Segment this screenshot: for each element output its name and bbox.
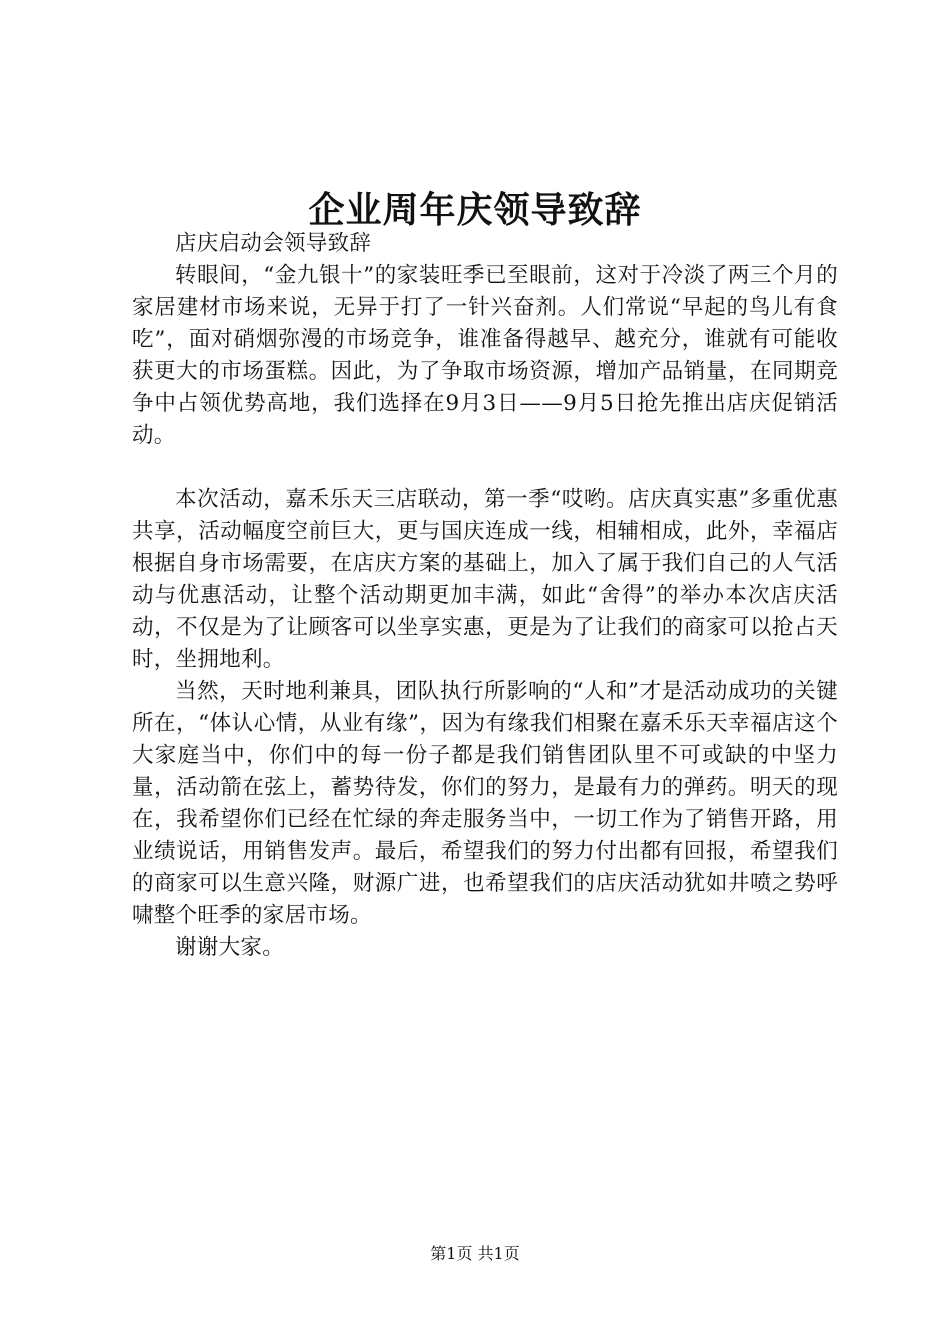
body-paragraph: 本次活动，嘉禾乐天三店联动，第一季“哎哟。店庆真实惠”多重优惠共享，活动幅度空前巨大，更与国庆连成一线，相辅相成，此外，幸福店根据自身市场需要，在店庆方案的基础上，加入了属于我们自己的人气活动与优惠活动，让整个活动期更加丰满，如此“舍得”的举办本次店庆活动，不仅是为了让顾客可以坐享实惠，更是为了让我们的商家可以抢占天时，坐拥地利。: [132, 487, 838, 672]
body-paragraph: 转眼间，“金九银十”的家装旺季已至眼前，这对于冷淡了两三个月的家居建材市场来说，无异于打了一针兴奋剂。人们常说“早起的鸟儿有食吃”，面对硝烟弥漫的市场竞争，谁准备得越早、越充分，谁就有可能收获更大的市场蛋糕。因此，为了争取市场资源，增加产品销量，在同期竞争中占领优势高地，我们选择在9月3日——9月5日抢先推出店庆促销活动。: [132, 263, 838, 448]
body-paragraph: 当然，天时地利兼具，团队执行所影响的“人和”才是活动成功的关键所在，“体认心情，从业有缘”，因为有缘我们相聚在嘉禾乐天幸福店这个大家庭当中，你们中的每一份子都是我们销售团队里不可或缺的中坚力量，活动箭在弦上，蓄势待发，你们的努力，是最有力的弹药。明天的现在，我希望你们已经在忙绿的奔走服务当中，一切工作为了销售开路，用业绩说话，用销售发声。最后，希望我们的努力付出都有回报，希望我们的商家可以生意兴隆，财源广进，也希望我们的店庆活动犹如井喷之势呼啸整个旺季的家居市场。: [132, 679, 838, 928]
page-number-footer: 第1页 共1页: [430, 1244, 520, 1263]
subtitle-paragraph: 店庆启动会领导致辞: [175, 231, 372, 256]
document-body: [132, 228, 838, 964]
document-title: 企业周年庆领导致辞: [308, 189, 642, 231]
closing-paragraph: 谢谢大家。: [175, 935, 285, 960]
